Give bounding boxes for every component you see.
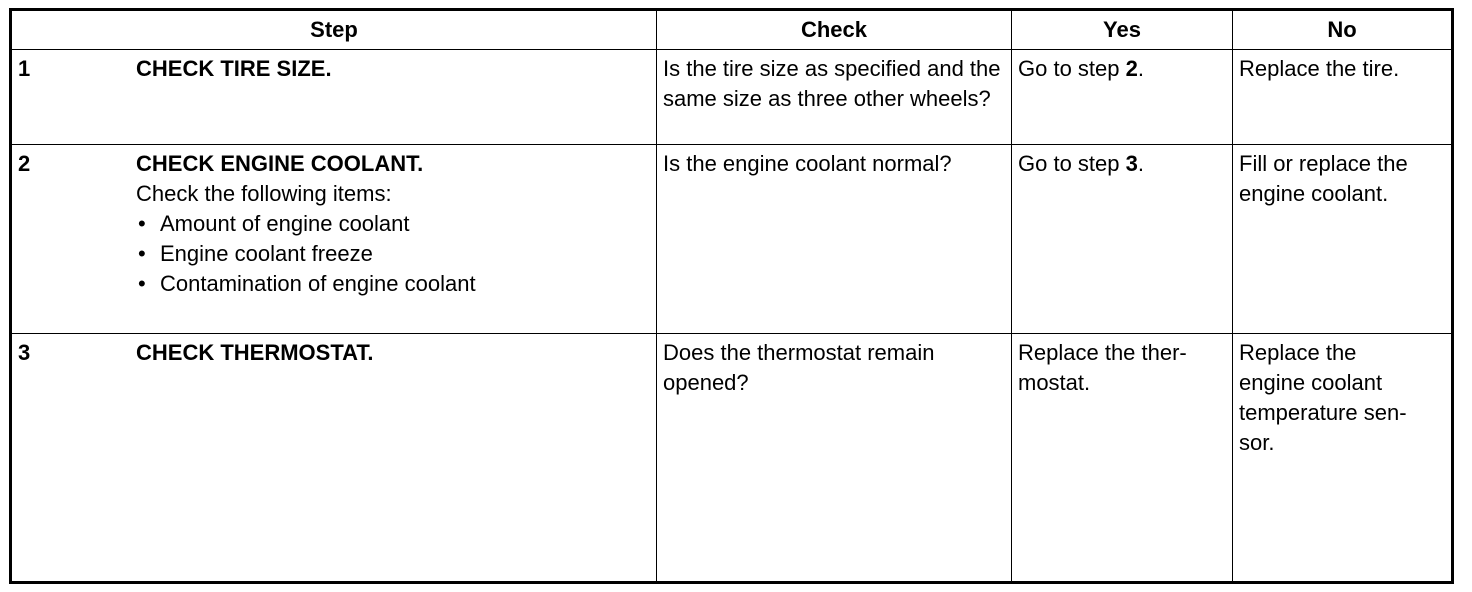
step-cell (11, 145, 657, 334)
yes-step-ref: 2 (1125, 56, 1138, 81)
yes-step-ref: 3 (1125, 151, 1138, 176)
yes-line: mostat. (1018, 370, 1091, 395)
step-cell (11, 50, 657, 145)
yes-text: Go to step (1018, 56, 1126, 81)
step-intro: Check the following items: (136, 181, 392, 206)
list-item: • Engine coolant freeze (136, 239, 650, 269)
table-row (11, 50, 1453, 145)
yes-suffix: . (1137, 56, 1144, 81)
step-number: 1 (18, 56, 31, 81)
no-line: Replace the (1239, 340, 1357, 365)
list-item: • Contamination of engine coolant (136, 269, 650, 299)
step-title: CHECK THERMOSTAT. (136, 340, 374, 365)
no-cell: Fill or replace the engine coolant. (1233, 145, 1453, 334)
no-line: engine coolant (1239, 370, 1383, 395)
step-title: CHECK ENGINE COOLANT. (136, 151, 424, 176)
yes-cell (1012, 334, 1233, 583)
yes-cell (1012, 50, 1233, 145)
table-row (11, 145, 1453, 334)
check-cell: Does the thermostat remain opened? (657, 334, 1012, 583)
header-row (11, 10, 1453, 50)
step-number: 2 (18, 151, 31, 176)
step-title: CHECK TIRE SIZE. (136, 56, 332, 81)
table-row (11, 334, 1453, 583)
header-step: Step (11, 10, 657, 50)
no-cell (1233, 334, 1453, 583)
check-cell: Is the tire size as specified and the same size as three other wheels? (657, 50, 1012, 145)
check-items-list (136, 209, 650, 299)
no-line: sor. (1239, 430, 1275, 455)
yes-cell (1012, 145, 1233, 334)
yes-line: Replace the ther- (1018, 340, 1187, 365)
no-cell: Replace the tire. (1233, 50, 1453, 145)
check-cell: Is the engine coolant normal? (657, 145, 1012, 334)
list-item: • Amount of engine coolant (136, 209, 650, 239)
yes-suffix: . (1137, 151, 1144, 176)
step-number: 3 (18, 340, 31, 365)
header-check: Check (657, 10, 1012, 50)
yes-text: Go to step (1018, 151, 1126, 176)
diagnostic-table (9, 8, 1454, 584)
header-no: No (1233, 10, 1453, 50)
no-line: temperature sen- (1239, 400, 1407, 425)
step-cell (11, 334, 657, 583)
header-yes: Yes (1012, 10, 1233, 50)
